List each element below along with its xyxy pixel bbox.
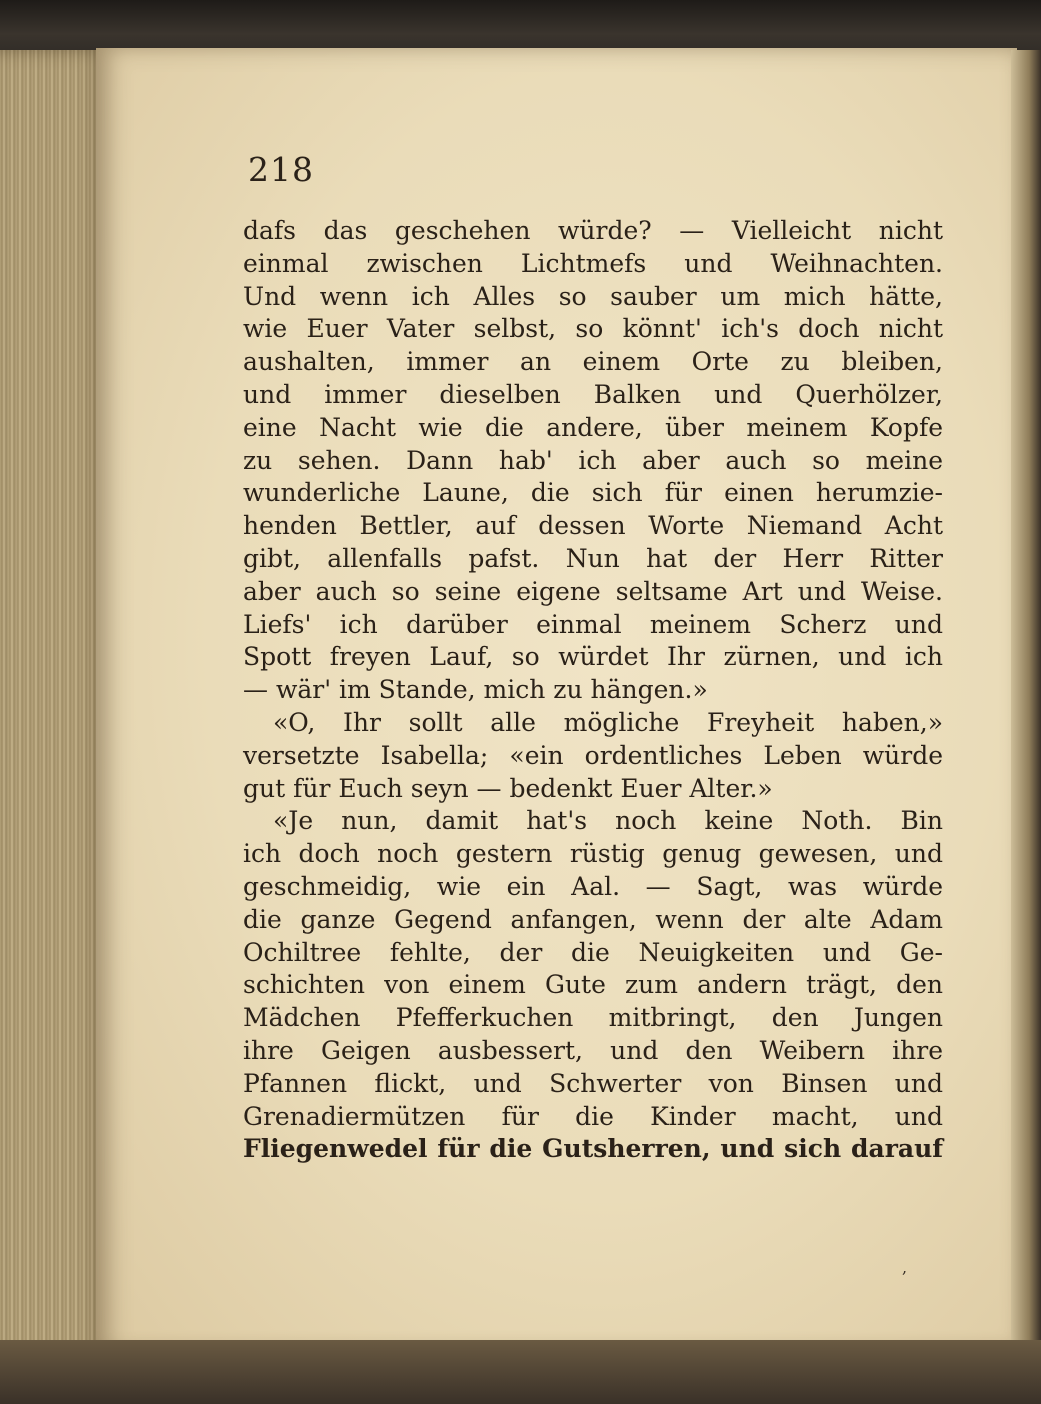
text-line: gibt, allenfalls pafst. Nun hat der Herr Ritter [243, 543, 943, 573]
text-line: die ganze Gegend anfangen, wenn der alte Adam [243, 904, 943, 934]
text-line: einmal zwischen Lichtmefs und Weihnachten. [243, 248, 943, 278]
text-line: ich doch noch gestern rüstig genug gewesen, und [243, 839, 943, 869]
text-line: Liefs' ich darüber einmal meinem Scherz und [243, 609, 943, 639]
text-line: ihre Geigen ausbessert, und den Weibern ihre [243, 1035, 943, 1065]
page-number: 218 [248, 150, 314, 189]
text-line: versetzte Isabella; «ein ordentliches Leben würde [243, 740, 943, 770]
book-page-edges [0, 50, 110, 1404]
text-line: Spott freyen Lauf, so würdet Ihr zürnen, und ich [243, 642, 943, 672]
text-line: gut für Euch seyn — bedenkt Euer Alter.» [243, 773, 773, 803]
text-line: aber auch so seine eigene seltsame Art und Weise. [243, 576, 943, 606]
text-line: Fliegenwedel für die Gutsherren, und sich darauf [243, 1134, 943, 1164]
text-line: «Je nun, damit hat's noch keine Noth. Bin [273, 806, 943, 836]
text-line: Grenadiermützen für die Kinder macht, und [243, 1101, 943, 1131]
book-bottom-edge [0, 1340, 1041, 1404]
text-line: eine Nacht wie die andere, über meinem Kopfe [243, 412, 943, 442]
page-text [243, 215, 943, 1166]
book-right-edge [1011, 50, 1041, 1404]
text-line: — wär' im Stande, mich zu hängen.» [243, 675, 708, 705]
text-line: Ochiltree fehlte, der die Neuigkeiten und Ge- [243, 937, 943, 967]
text-line: «O, Ihr sollt alle mögliche Freyheit haben,» [273, 707, 943, 737]
text-line: dafs das geschehen würde? — Vielleicht nicht [243, 216, 943, 245]
text-line: Pfannen flickt, und Schwerter von Binsen und [243, 1068, 943, 1098]
text-line: aushalten, immer an einem Orte zu bleiben, [243, 347, 943, 377]
text-line: henden Bettler, auf dessen Worte Niemand Acht [243, 511, 943, 541]
text-line: Mädchen Pfefferkuchen mitbringt, den Jungen [243, 1003, 943, 1033]
text-line: wie Euer Vater selbst, so könnt' ich's doch nicht [243, 314, 943, 344]
ink-speck: , [902, 1258, 908, 1277]
text-line: schichten von einem Gute zum andern trägt, den [243, 970, 943, 1000]
text-line: und immer dieselben Balken und Querhölzer, [243, 379, 943, 409]
text-line: Und wenn ich Alles so sauber um mich hätte, [243, 281, 943, 311]
text-line: zu sehen. Dann hab' ich aber auch so meine [243, 445, 943, 475]
text-line: geschmeidig, wie ein Aal. — Sagt, was würde [243, 871, 943, 901]
text-line: wunderliche Laune, die sich für einen herumzie- [243, 478, 943, 508]
